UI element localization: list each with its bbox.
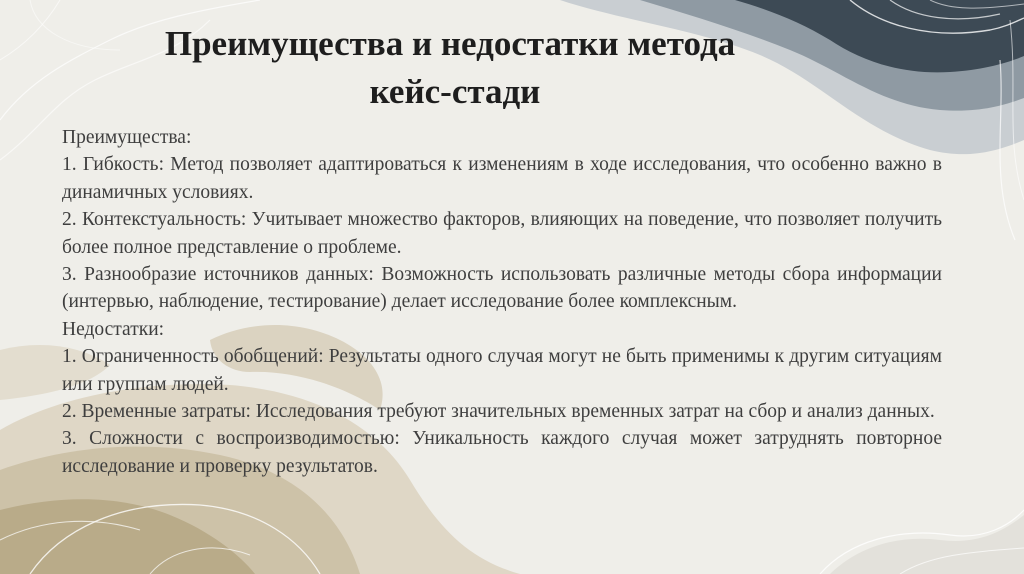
swirl-line-left-3: [0, 0, 60, 60]
title-line-2: кейс-стади: [369, 72, 541, 111]
title-line-1: Преимущества и недостатки метода: [164, 24, 736, 63]
disadvantage-item: 3. Сложности с воспроизводимостью: Уникальность каждого случая может затруднять повторное исследование и проверку результатов.: [62, 428, 942, 477]
disadvantages-heading: Недостатки:: [62, 318, 165, 340]
advantages-heading: Преимущества:: [62, 127, 192, 148]
advantage-item: 1. Гибкость: Метод позволяет адаптироваться к изменениям в ходе исследования, что особенно важно в динамичных условиях.: [62, 154, 942, 203]
disadvantage-item: 2. Временные затраты: Исследования требуют значительных временных затрат на сбор и анализ данных.: [62, 401, 935, 423]
slide-body: [62, 124, 942, 480]
slide-title: [80, 20, 820, 116]
wave-bottom-right: [830, 515, 1024, 574]
advantage-item: 2. Контекстуальность: Учитывает множество факторов, влияющих на поведение, что позволяет получить более полное представление о проблеме.: [62, 209, 942, 258]
advantage-item: 3. Разнообразие источников данных: Возможность использовать различные методы сбора информации (интервью, наблюдение, тестирование) делает исследование более комплексным.: [62, 264, 942, 313]
disadvantage-item: 1. Ограниченность обобщений: Результаты одного случая могут не быть применимы к другим ситуациям или группам людей.: [62, 346, 942, 395]
